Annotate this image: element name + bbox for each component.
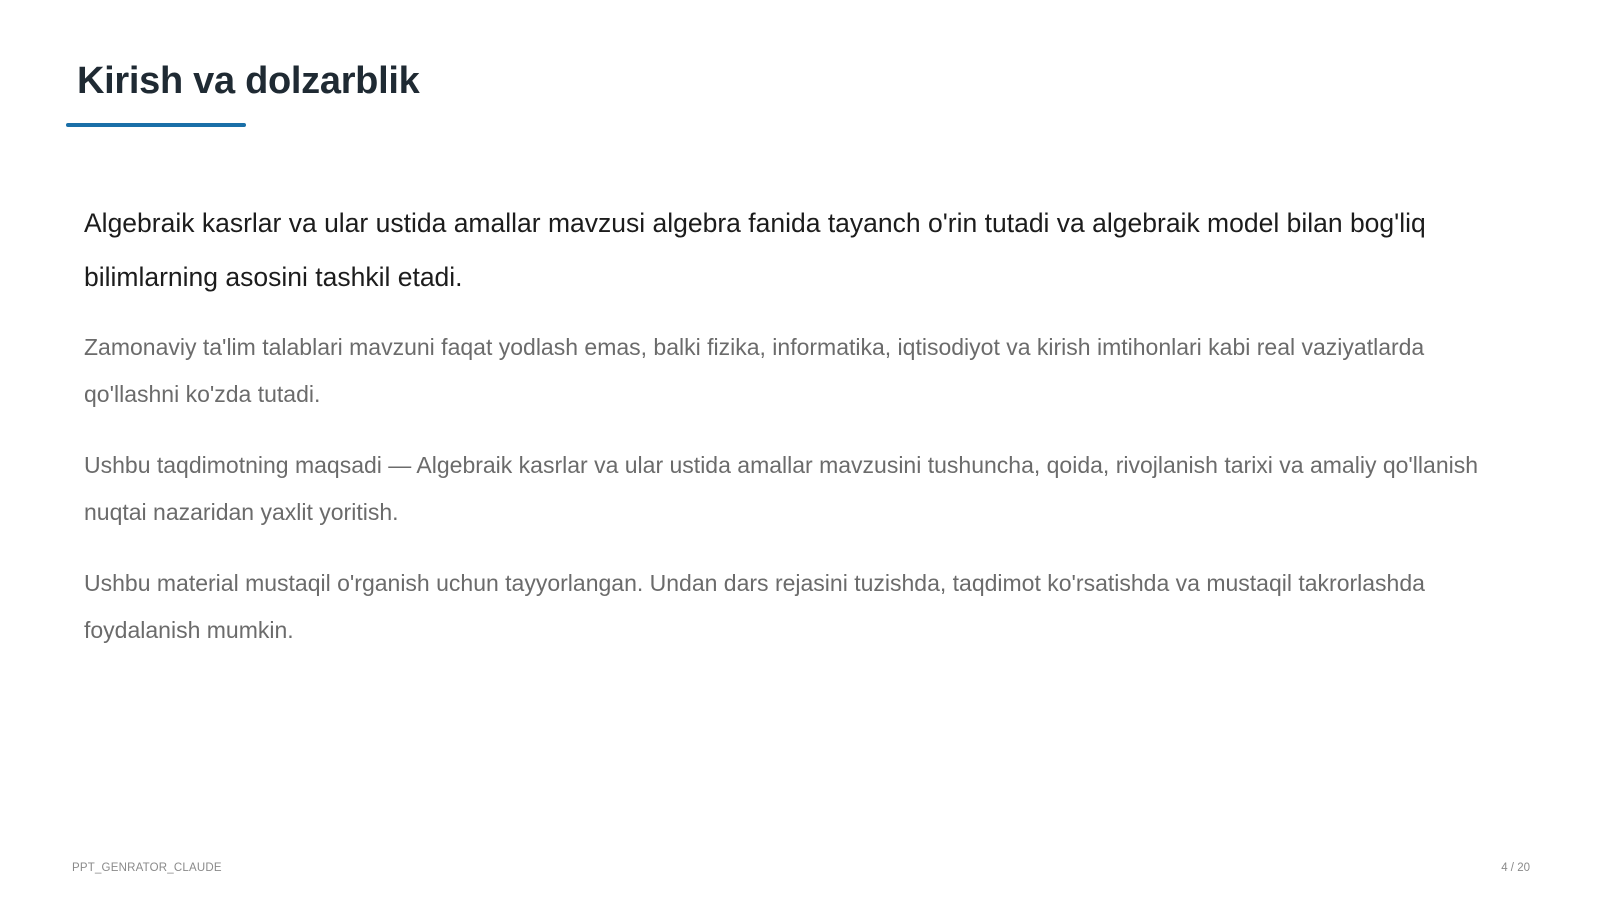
body-paragraph-1: Zamonaviy ta'lim talablari mavzuni faqat yodlash emas, balki fizika, informatika, iqtisodiyot va kirish imtihonlari kabi real vaziyatlarda qo'llashni ko'zda tutadi. [84, 334, 1425, 407]
slide-title: Kirish va dolzarblik [77, 60, 420, 102]
body-paragraph-2: Ushbu taqdimotning maqsadi — Algebraik kasrlar va ular ustida amallar mavzusini tushuncha, qoida, rivojlanish tarixi va amaliy qo'llanish nuqtai nazaridan yaxlit yoritish. [84, 452, 1479, 525]
lead-paragraph: Algebraik kasrlar va ular ustida amallar mavzusi algebra fanida tayanch o'rin tutadi va algebraik model bilan bog'liq bilimlarning asosini tashkil etadi. [84, 208, 1426, 292]
page-indicator: 4 / 20 [1501, 862, 1530, 874]
slide-content [84, 196, 1524, 678]
title-underline [66, 123, 246, 127]
body-paragraph-3: Ushbu material mustaqil o'rganish uchun tayyorlangan. Undan dars rejasini tuzishda, taqdimot ko'rsatishda va mustaqil takrorlashda foydalanish mumkin. [84, 570, 1425, 643]
footer-source-label: PPT_GENRATOR_CLAUDE [72, 862, 222, 874]
